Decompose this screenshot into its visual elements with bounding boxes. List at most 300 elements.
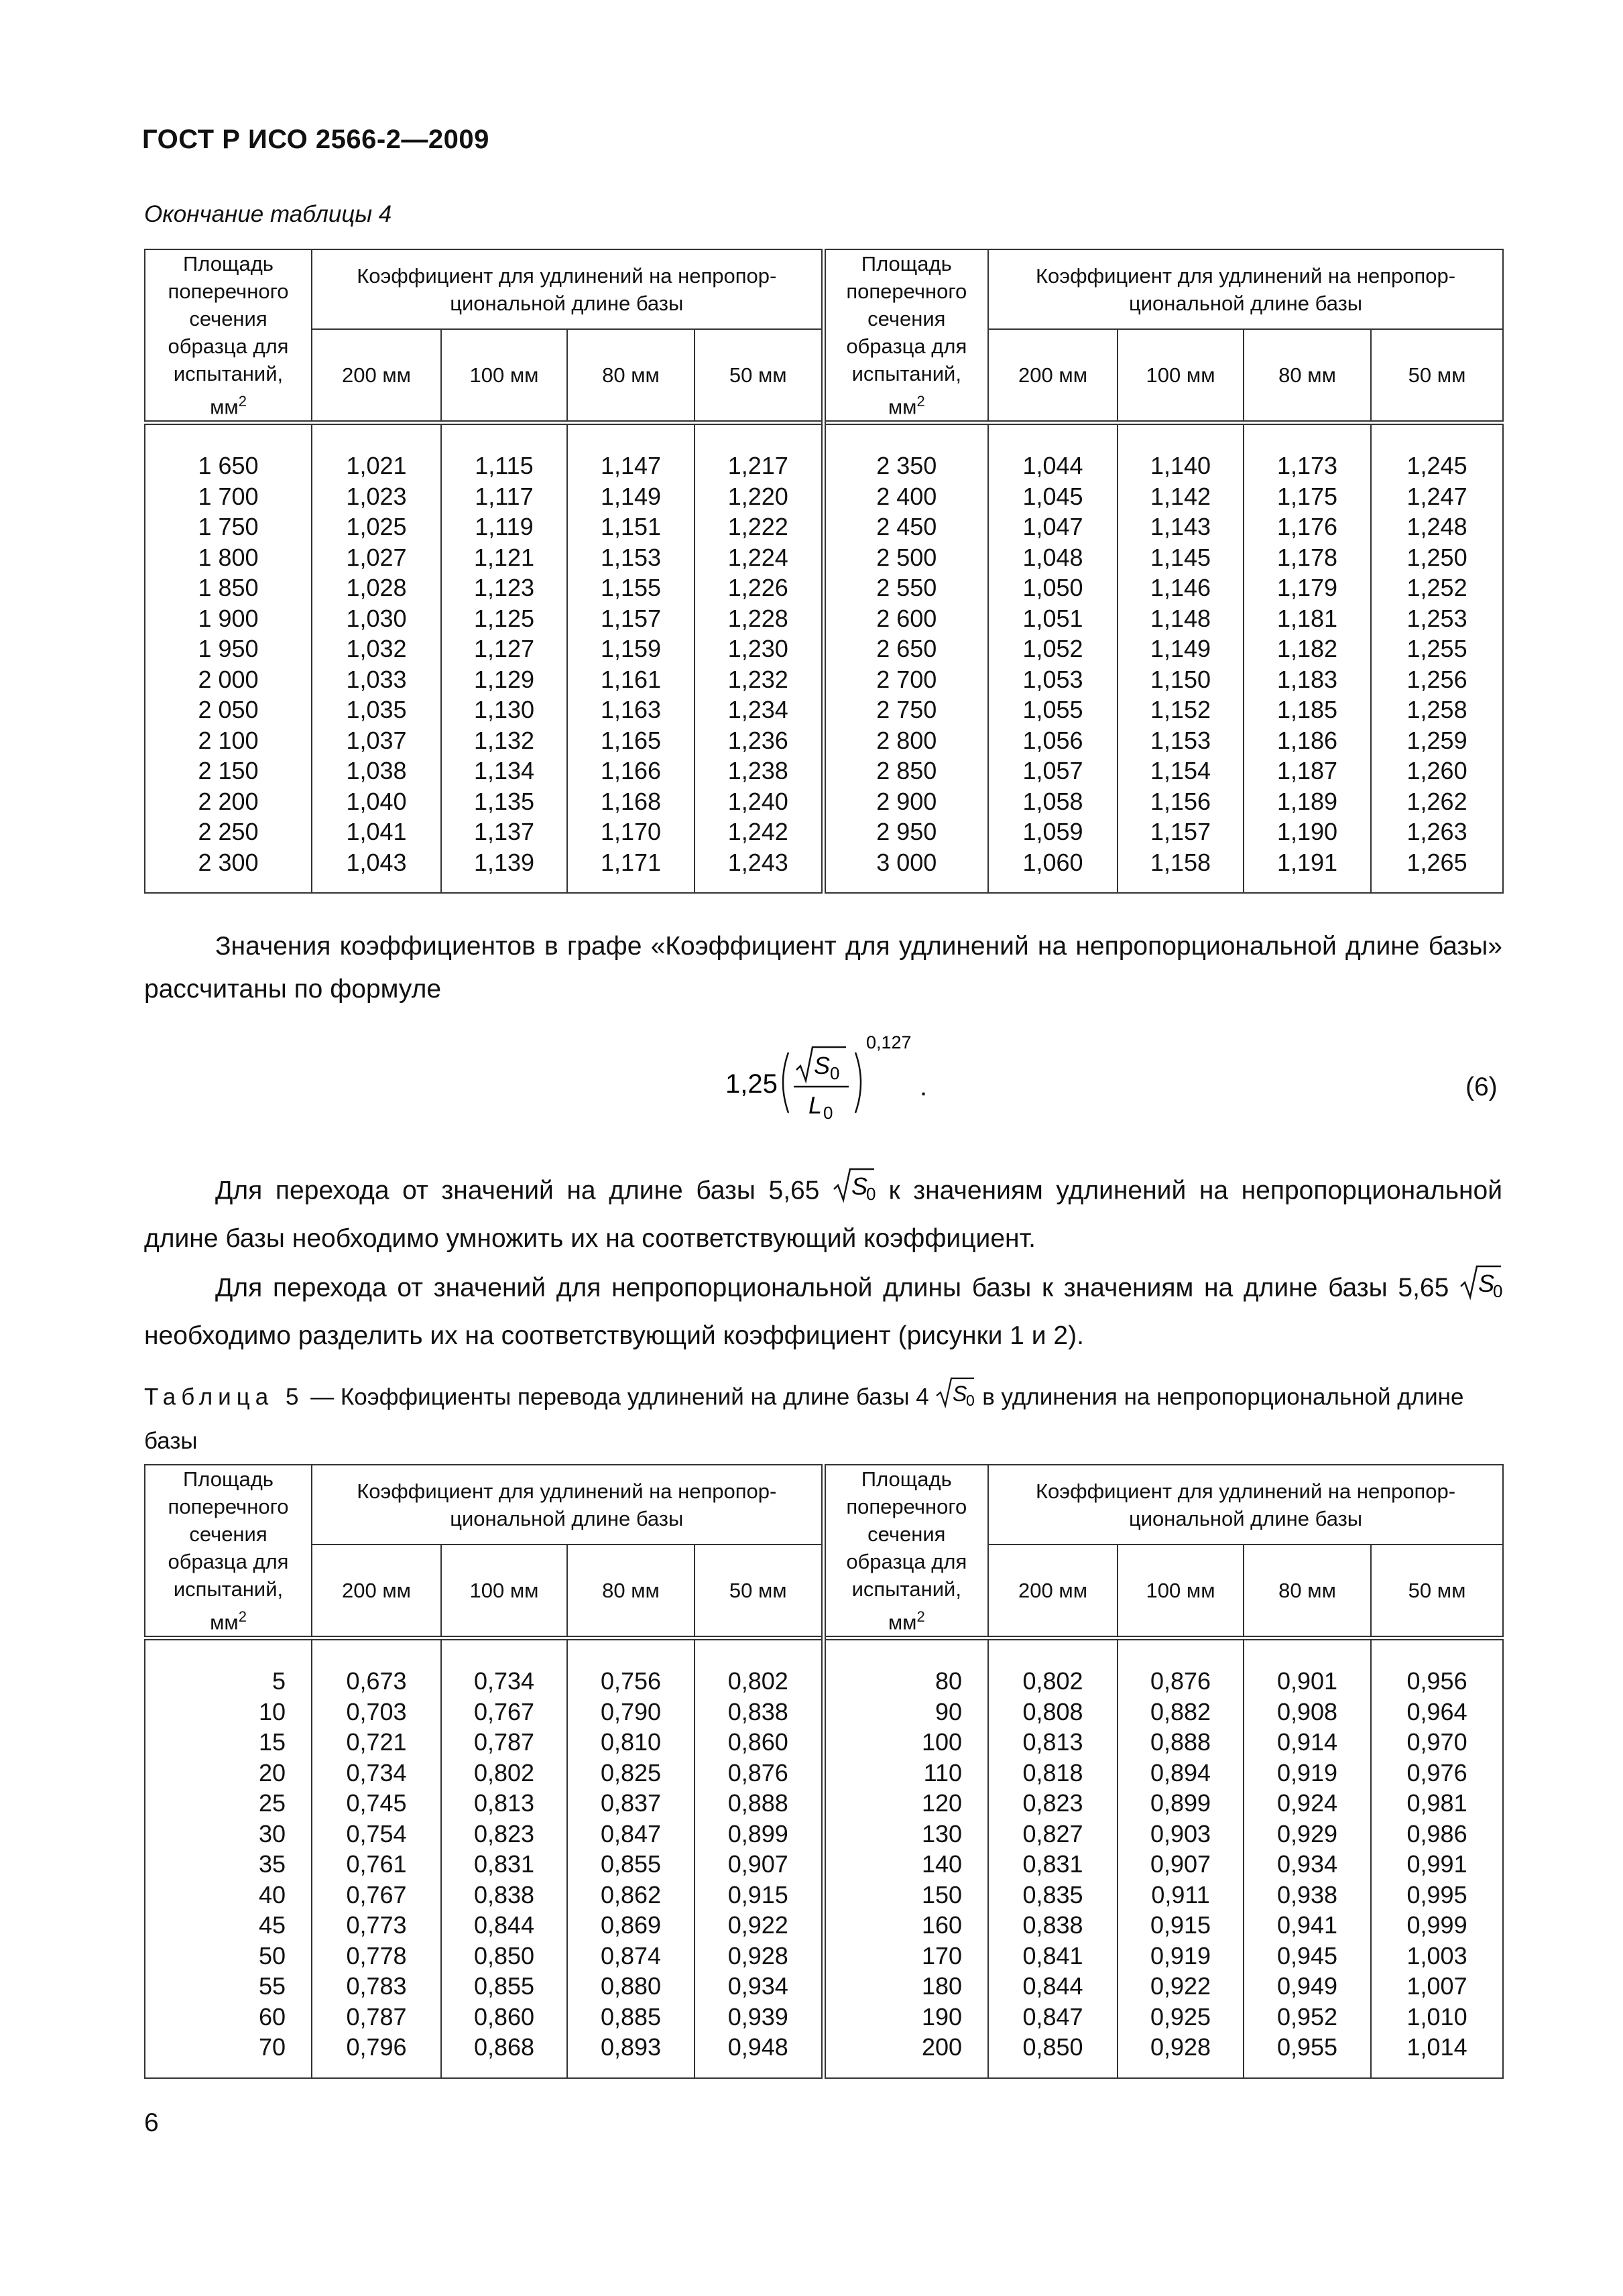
- table-cell: 130: [921, 1819, 963, 1848]
- table-cell: 0,899: [1150, 1789, 1211, 1817]
- header-line: испытаний,: [173, 1577, 284, 1601]
- table-cell: 0,823: [1022, 1789, 1083, 1817]
- header-line: $мм^2$: [888, 393, 925, 419]
- table-cell: 1,043: [346, 848, 407, 876]
- table-cell: 1,057: [1022, 757, 1083, 785]
- table-cell: 1,050: [1022, 574, 1083, 602]
- t5-col-200-header: 200 мм: [312, 1545, 441, 1638]
- header-line: испытаний,: [851, 1577, 961, 1601]
- t5-col-100-header: 100 мм: [441, 1545, 567, 1638]
- table-cell: 1,236: [727, 726, 788, 754]
- t5-coef-80-column: [567, 1638, 695, 2078]
- table-cell: 1,161: [600, 665, 662, 693]
- table-cell: 1,038: [346, 757, 407, 785]
- table-cell: 0,808: [1022, 1697, 1083, 1726]
- table-cell: 0,802: [727, 1667, 788, 1695]
- table-cell: 1,242: [727, 818, 788, 846]
- table-cell: 1,119: [475, 513, 534, 541]
- table-cell: 1,259: [1406, 726, 1467, 754]
- table-cell: 1,191: [1276, 848, 1338, 876]
- table-cell: 0,888: [1150, 1728, 1211, 1756]
- table-cell: 0,928: [1150, 2033, 1211, 2061]
- formula-period: .: [920, 1072, 928, 1101]
- table-cell: 1 850: [198, 574, 259, 602]
- table-cell: 1,260: [1406, 757, 1467, 785]
- header-line: испытаний,: [173, 362, 284, 385]
- table-cell: 1,125: [473, 604, 535, 632]
- table-cell: 2 600: [876, 604, 937, 632]
- coef-50-column: [695, 423, 823, 894]
- table-cell: 0,838: [473, 1880, 535, 1909]
- table-cell: 1,250: [1406, 543, 1467, 571]
- table-cell: 1,149: [600, 482, 662, 510]
- header-line: образца для: [846, 1550, 967, 1573]
- table-cell: 1,159: [600, 635, 662, 663]
- table-cell: 0,964: [1406, 1697, 1467, 1726]
- coef-100-column: [441, 423, 567, 894]
- paragraph-formula-intro: Значения коэффициентов в графе «Коэффициент для удлинений на непропорциональной длине базы» рассчитаны по формуле: [144, 932, 1502, 1004]
- table-cell: 2 300: [198, 848, 259, 876]
- col-area-header: [145, 249, 312, 423]
- table-cell: 1,248: [1406, 513, 1467, 541]
- area-column-right: [823, 423, 988, 894]
- table-cell: 1 800: [198, 543, 259, 571]
- table-cell: 0,802: [1022, 1667, 1083, 1695]
- table-cell: 1,190: [1276, 818, 1338, 846]
- header-line: Коэффициент для удлинений на непропор-: [357, 1479, 777, 1503]
- header-line: образца для: [168, 335, 289, 358]
- t5-col-50-header: 50 мм: [695, 1545, 823, 1638]
- t5-col-area-header-right: [823, 1465, 988, 1638]
- table-cell: 5: [272, 1667, 286, 1695]
- table4-caption: Окончание таблицы 4: [144, 201, 392, 227]
- table-cell: 1,028: [346, 574, 407, 602]
- table-cell: 2 550: [876, 574, 937, 602]
- table-cell: 1,226: [727, 574, 788, 602]
- table-cell: 1,151: [600, 513, 662, 541]
- header-line: циональной длине базы: [450, 1506, 684, 1530]
- col-coef-group-header-right: [988, 249, 1503, 329]
- svg-text:0: 0: [966, 1392, 975, 1409]
- table-cell: 0,831: [473, 1850, 535, 1878]
- table-cell: 1,059: [1022, 818, 1083, 846]
- table-cell: 0,981: [1406, 1789, 1467, 1817]
- table-cell: 0,868: [473, 2033, 535, 2061]
- header-line: поперечного: [168, 280, 289, 303]
- table-cell: 0,778: [346, 1941, 407, 1970]
- paragraph-divide: Для перехода от значений для непропорциональной длины базы к значениям на длине базы 5,65 S 0 необходимо разделить их на соответствующий коэффициент (рисунки 1 и 2).: [144, 1264, 1502, 1357]
- table-cell: 2 750: [876, 696, 937, 724]
- sqrt-s0: [833, 1166, 876, 1217]
- table-cell: 0,925: [1150, 2002, 1211, 2031]
- table-cell: 1,037: [346, 726, 407, 754]
- table-cell: 45: [258, 1911, 286, 1939]
- table-cell: 0,919: [1150, 1941, 1211, 1970]
- svg-text:0: 0: [1493, 1281, 1503, 1301]
- table-cell: 0,911: [1151, 1880, 1210, 1909]
- table-cell: 1,220: [727, 482, 788, 510]
- table-cell: 1,183: [1276, 665, 1338, 693]
- table-cell: 0,810: [600, 1728, 662, 1756]
- table-cell: 1,035: [346, 696, 407, 724]
- table-cell: 1,234: [727, 696, 788, 724]
- area-column: [145, 423, 312, 894]
- table-cell: 1 900: [198, 604, 259, 632]
- table-cell: 200: [921, 2033, 963, 2061]
- table-cell: 180: [921, 1972, 963, 2000]
- table-cell: 0,773: [346, 1911, 407, 1939]
- table-cell: 1,155: [600, 574, 662, 602]
- table-cell: 1,130: [473, 696, 535, 724]
- table-cell: 1,127: [473, 635, 535, 663]
- table-cell: 0,767: [346, 1880, 407, 1909]
- col-80-header-right: 80 мм: [1244, 329, 1371, 422]
- table-cell: 1,048: [1022, 543, 1083, 571]
- header-line: сечения: [867, 307, 946, 330]
- table-cell: 0,885: [600, 2002, 662, 2031]
- table-cell: 1,186: [1276, 726, 1338, 754]
- table-cell: 0,813: [473, 1789, 535, 1817]
- t5-coef-200-column-right: [988, 1638, 1118, 2078]
- svg-text:S: S: [1478, 1270, 1495, 1297]
- table-cell: 0,929: [1276, 1819, 1338, 1848]
- table-cell: 1,129: [473, 665, 535, 693]
- table-cell: 0,860: [727, 1728, 788, 1756]
- table-cell: 170: [921, 1941, 963, 1970]
- table-cell: 1,134: [473, 757, 535, 785]
- table4: [144, 249, 1504, 894]
- table-cell: 60: [258, 2002, 286, 2031]
- table-cell: 0,945: [1276, 1941, 1338, 1970]
- table-cell: 0,844: [473, 1911, 535, 1939]
- coef-80-column-right: [1244, 423, 1371, 894]
- table-cell: 0,827: [1022, 1819, 1083, 1848]
- table-cell: 0,970: [1406, 1728, 1467, 1756]
- table-cell: 0,825: [600, 1758, 662, 1787]
- table-cell: 1,052: [1022, 635, 1083, 663]
- table-cell: 0,915: [727, 1880, 788, 1909]
- table-cell: 0,903: [1150, 1819, 1211, 1848]
- formula-num-sub: 0: [830, 1063, 840, 1083]
- table-cell: 0,847: [1022, 2002, 1083, 2031]
- coef-80-column: [567, 423, 695, 894]
- table-cell: 1,045: [1022, 482, 1083, 510]
- table-cell: 25: [258, 1789, 286, 1817]
- table-cell: 190: [921, 2002, 963, 2031]
- table-cell: 0,915: [1150, 1911, 1211, 1939]
- table-cell: 1,170: [600, 818, 662, 846]
- table-cell: 0,761: [346, 1850, 407, 1878]
- table5-caption: Таблица 5 — Коэффициенты перевода удлинений на длине базы 4 S 0 в удлинения на непропорциональной длине базы: [144, 1376, 1502, 1461]
- coef-200-column: [312, 423, 441, 894]
- table-cell: 1,137: [473, 818, 535, 846]
- table-cell: 1,123: [473, 574, 535, 602]
- table-cell: 0,914: [1276, 1728, 1338, 1756]
- table-cell: 1,143: [1150, 513, 1211, 541]
- table-cell: 1,185: [1276, 696, 1338, 724]
- formula-number: (6): [1465, 1073, 1498, 1101]
- table-cell: 1,253: [1406, 604, 1467, 632]
- table-cell: 1,153: [1150, 726, 1211, 754]
- t5-area-column-right: [823, 1638, 988, 2078]
- table-cell: 0,745: [346, 1789, 407, 1817]
- table-cell: 1,217: [727, 452, 788, 480]
- table-cell: 0,874: [600, 1941, 662, 1970]
- table-cell: 1,135: [473, 787, 535, 815]
- coef-200-column-right: [988, 423, 1118, 894]
- formula-den-var: L: [808, 1091, 823, 1119]
- table-cell: 0,837: [600, 1789, 662, 1817]
- table-cell: 1,157: [600, 604, 662, 632]
- table-cell: 1,240: [727, 787, 788, 815]
- t5-col-area-header: [145, 1465, 312, 1638]
- table-cell: 0,956: [1406, 1667, 1467, 1695]
- table-cell: 1,175: [1276, 482, 1338, 510]
- col-100-header-right: 100 мм: [1118, 329, 1244, 422]
- table-cell: 1,139: [473, 848, 535, 876]
- formula-coef: 1,25: [725, 1069, 778, 1099]
- header-line: поперечного: [846, 280, 967, 303]
- table-cell: 0,841: [1022, 1941, 1083, 1970]
- table-cell: 1,263: [1406, 818, 1467, 846]
- table-cell: 1,224: [727, 543, 788, 571]
- sqrt-s0-second: [1459, 1264, 1502, 1315]
- table-cell: 2 900: [876, 787, 937, 815]
- table-cell: 1,228: [727, 604, 788, 632]
- header-line: $мм^2$: [888, 1608, 925, 1634]
- table-cell: 1,187: [1276, 757, 1338, 785]
- table-cell: 0,802: [473, 1758, 535, 1787]
- table-cell: 2 400: [876, 482, 937, 510]
- table-cell: 0,844: [1022, 1972, 1083, 2000]
- table-cell: 1,189: [1276, 787, 1338, 815]
- table-cell: 0,787: [473, 1728, 535, 1756]
- header-line: циональной длине базы: [1128, 1506, 1363, 1530]
- table-cell: 0,999: [1406, 1911, 1467, 1939]
- t5-col-80-header: 80 мм: [567, 1545, 695, 1638]
- table-cell: 1 700: [198, 482, 259, 510]
- table-cell: 0,876: [1150, 1667, 1211, 1695]
- table-cell: 1,055: [1022, 696, 1083, 724]
- table-cell: 2 800: [876, 726, 937, 754]
- paragraph-multiply: Для перехода от значений на длине базы 5,65 S 0 к значениям удлинений на непропорциональной длине базы необходимо умножить их на соответствующий коэффициент.: [144, 1166, 1502, 1260]
- t5-col-50-header-right: 50 мм: [1371, 1545, 1503, 1638]
- table-cell: 0,831: [1022, 1850, 1083, 1878]
- table-cell: 0,823: [473, 1819, 535, 1848]
- table-cell: 1,058: [1022, 787, 1083, 815]
- table-cell: 1,255: [1406, 635, 1467, 663]
- table-cell: 1,173: [1276, 452, 1338, 480]
- col-coef-group-header: [312, 249, 823, 329]
- table-cell: 0,938: [1276, 1880, 1338, 1909]
- col-50-header: 50 мм: [695, 329, 823, 422]
- table-cell: 1,047: [1022, 513, 1083, 541]
- table-cell: 80: [935, 1667, 963, 1695]
- col-200-header-right: 200 мм: [988, 329, 1118, 422]
- table-cell: 0,734: [473, 1667, 535, 1695]
- table-cell: 0,907: [727, 1850, 788, 1878]
- table-cell: 0,908: [1276, 1697, 1338, 1726]
- t5-coef-80-column-right: [1244, 1638, 1371, 2078]
- table-cell: 1,140: [1150, 452, 1211, 480]
- table-cell: 1 750: [198, 513, 259, 541]
- table-cell: 0,673: [346, 1667, 407, 1695]
- table-cell: 0,995: [1406, 1880, 1467, 1909]
- table-cell: 1,023: [346, 482, 407, 510]
- table-cell: 1 950: [198, 635, 259, 663]
- table-cell: 0,818: [1022, 1758, 1083, 1787]
- table-cell: 0,850: [1022, 2033, 1083, 2061]
- table-cell: 0,734: [346, 1758, 407, 1787]
- table-cell: 30: [258, 1819, 286, 1848]
- table-cell: 1,053: [1022, 665, 1083, 693]
- table-cell: 0,721: [346, 1728, 407, 1756]
- table-cell: 0,907: [1150, 1850, 1211, 1878]
- table-cell: 0,922: [727, 1911, 788, 1939]
- col-200-header: 200 мм: [312, 329, 441, 422]
- col-80-header: 80 мм: [567, 329, 695, 422]
- header-line: $мм^2$: [210, 1608, 247, 1634]
- header-line: поперечного: [168, 1495, 289, 1518]
- formula-den-sub: 0: [823, 1103, 833, 1123]
- table-cell: 2 250: [198, 818, 259, 846]
- table-cell: 0,838: [727, 1697, 788, 1726]
- t5-col-200-header-right: 200 мм: [988, 1545, 1118, 1638]
- table-cell: 55: [258, 1972, 286, 2000]
- header-line: сечения: [867, 1522, 946, 1546]
- header-line: образца для: [846, 335, 967, 358]
- table-cell: 1,182: [1276, 635, 1338, 663]
- table-cell: 2 500: [876, 543, 937, 571]
- table-cell: 1,147: [600, 452, 662, 480]
- table-cell: 0,986: [1406, 1819, 1467, 1848]
- table-cell: 0,934: [1276, 1850, 1338, 1878]
- table-cell: 1,007: [1406, 1972, 1467, 2000]
- table-cell: 0,787: [346, 2002, 407, 2031]
- table-cell: 0,783: [346, 1972, 407, 2000]
- header-line: Площадь: [183, 1467, 274, 1491]
- table-cell: 0,928: [727, 1941, 788, 1970]
- table-cell: 0,939: [727, 2002, 788, 2031]
- table-cell: 1,132: [473, 726, 535, 754]
- table-cell: 1,030: [346, 604, 407, 632]
- table-cell: 1,044: [1022, 452, 1083, 480]
- table-cell: 2 650: [876, 635, 937, 663]
- table-cell: 1,178: [1276, 543, 1338, 571]
- t5-area-column: [145, 1638, 312, 2078]
- table-cell: 0,901: [1276, 1667, 1338, 1695]
- table-cell: 0,949: [1276, 1972, 1338, 2000]
- formula-exponent: 0,127: [866, 1032, 912, 1052]
- table-cell: 90: [935, 1697, 963, 1726]
- table-cell: 1,163: [600, 696, 662, 724]
- header-line: Площадь: [861, 252, 952, 276]
- table-cell: 70: [258, 2033, 286, 2061]
- table-cell: 1,051: [1022, 604, 1083, 632]
- table-cell: 0,835: [1022, 1880, 1083, 1909]
- table-cell: 50: [258, 1941, 286, 1970]
- table-cell: 0,767: [473, 1697, 535, 1726]
- table-cell: 0,941: [1276, 1911, 1338, 1939]
- table-cell: 1,156: [1150, 787, 1211, 815]
- table-cell: 0,796: [346, 2033, 407, 2061]
- table-cell: 2 150: [198, 757, 259, 785]
- table-cell: 1,145: [1150, 543, 1211, 571]
- t5-coef-50-column: [695, 1638, 823, 2078]
- table-cell: 1,041: [346, 818, 407, 846]
- table-cell: 0,869: [600, 1911, 662, 1939]
- t5-coef-200-column: [312, 1638, 441, 2078]
- header-line: $мм^2$: [210, 393, 247, 419]
- formula-6: [724, 1026, 952, 1133]
- svg-text:S: S: [953, 1382, 967, 1406]
- table-cell: 1,245: [1406, 452, 1467, 480]
- header-line: Коэффициент для удлинений на непропор-: [1035, 263, 1456, 288]
- table-cell: 1,121: [473, 543, 535, 571]
- table-cell: 1,168: [600, 787, 662, 815]
- table-cell: 0,860: [473, 2002, 535, 2031]
- table-cell: 1,032: [346, 635, 407, 663]
- table-cell: 0,899: [727, 1819, 788, 1848]
- t5-col-100-header-right: 100 мм: [1118, 1545, 1244, 1638]
- header-line: Площадь: [183, 252, 274, 276]
- table-cell: 0,855: [473, 1972, 535, 2000]
- header-line: Площадь: [861, 1467, 952, 1491]
- t5-coef-50-column-right: [1371, 1638, 1503, 2078]
- table-cell: 1,149: [1150, 635, 1211, 663]
- table-cell: 1,025: [346, 513, 407, 541]
- table-cell: 2 000: [198, 665, 259, 693]
- table-cell: 2 950: [876, 818, 937, 846]
- table-cell: 1,232: [727, 665, 788, 693]
- table-cell: 0,880: [600, 1972, 662, 2000]
- table-cell: 1,181: [1276, 604, 1338, 632]
- table-cell: 1,021: [346, 452, 407, 480]
- table-cell: 0,976: [1406, 1758, 1467, 1787]
- table-cell: 0,855: [600, 1850, 662, 1878]
- table-cell: 1,157: [1150, 818, 1211, 846]
- table-cell: 2 850: [876, 757, 937, 785]
- table-cell: 2 450: [876, 513, 937, 541]
- table-cell: 1,152: [1150, 696, 1211, 724]
- table-cell: 0,952: [1276, 2002, 1338, 2031]
- col-area-header-right: [823, 249, 988, 423]
- table-cell: 1,003: [1406, 1941, 1467, 1970]
- t5-coef-100-column: [441, 1638, 567, 2078]
- svg-text:S: S: [851, 1172, 868, 1200]
- table-cell: 15: [258, 1728, 286, 1756]
- table-cell: 1,158: [1150, 848, 1211, 876]
- header-line: сечения: [189, 307, 267, 330]
- table-cell: 0,924: [1276, 1789, 1338, 1817]
- table-cell: 0,813: [1022, 1728, 1083, 1756]
- t5-col-coef-group-header-right: [988, 1465, 1503, 1545]
- table-cell: 0,790: [600, 1697, 662, 1726]
- table-cell: 1,252: [1406, 574, 1467, 602]
- table5: [144, 1464, 1504, 2079]
- table-cell: 3 000: [876, 848, 937, 876]
- table-cell: 0,894: [1150, 1758, 1211, 1787]
- table-cell: 0,862: [600, 1880, 662, 1909]
- table-cell: 2 050: [198, 696, 259, 724]
- table-cell: 1,171: [600, 848, 662, 876]
- table-cell: 150: [921, 1880, 963, 1909]
- table-cell: 0,934: [727, 1972, 788, 2000]
- table-cell: 1,258: [1406, 696, 1467, 724]
- table-cell: 0,948: [727, 2033, 788, 2061]
- table-cell: 0,703: [346, 1697, 407, 1726]
- table-cell: 1,179: [1276, 574, 1338, 602]
